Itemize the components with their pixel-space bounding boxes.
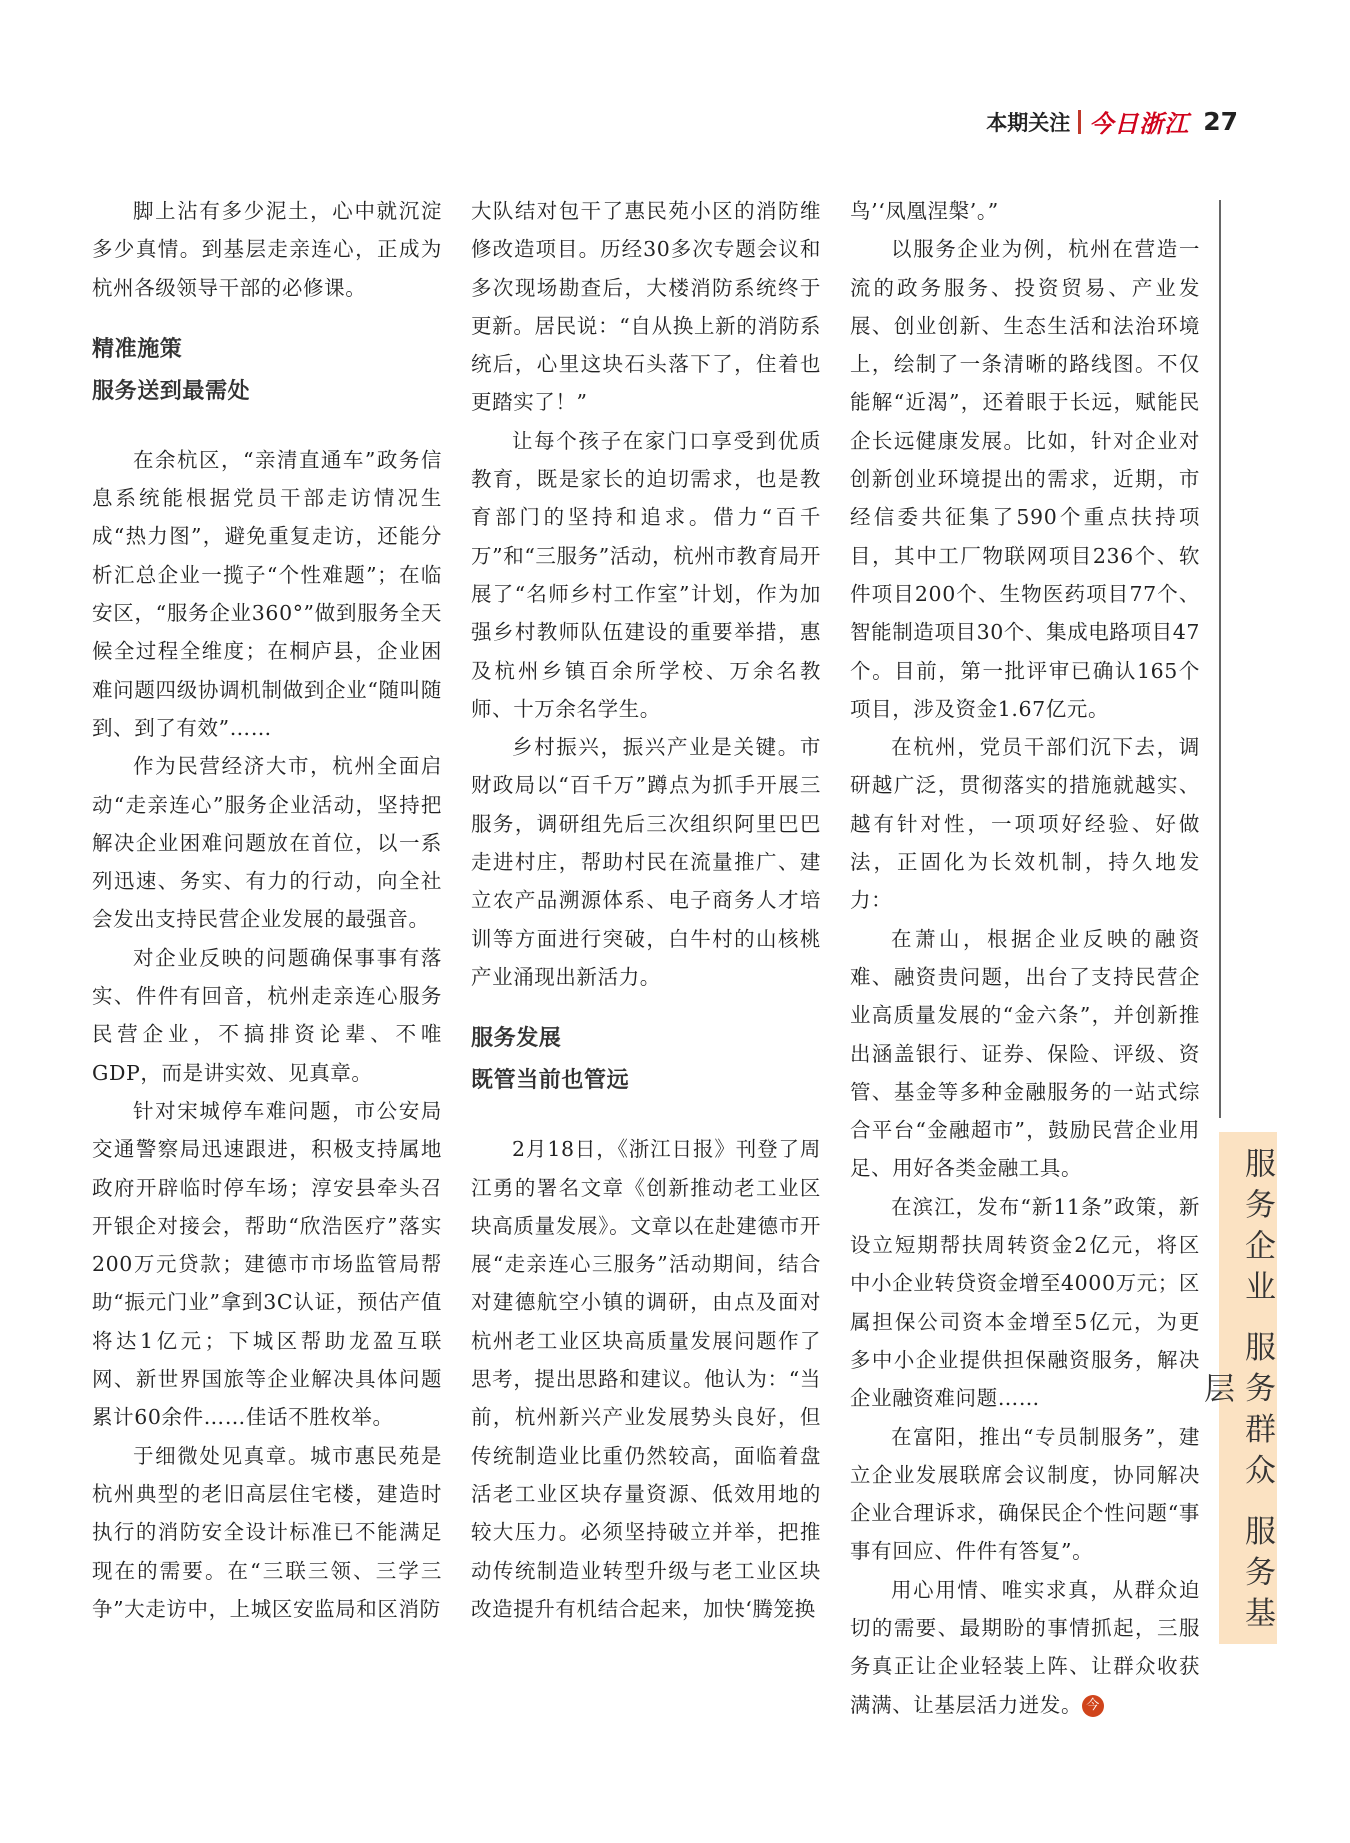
paragraph: 于细微处见真章。城市惠民苑是杭州典型的老旧高层住宅楼，建造时执行的消防安全设计标准已不能满足现在的需要。在“三联三领、三学三争”大走访中，上城区安监局和区消防 — [92, 1443, 442, 1621]
theme-tag: 服务企业 服务群众 服务基层 — [1198, 1146, 1275, 1638]
article-column-3 — [850, 192, 1200, 1724]
paragraph: 鸟’‘凤凰涅槃’。” — [850, 199, 999, 223]
subheading-line: 精准施策 — [92, 336, 183, 362]
paragraph: 乡村振兴，振兴产业是关键。市财政局以“百千万”蹲点为抓手开展三服务，调研组先后三次组织阿里巴巴走进村庄，帮助村民在流量推广、建立农产品溯源体系、电子商务人才培训等方面进行突破，白牛村的山核桃产业涌现出新活力。 — [471, 735, 821, 989]
paragraph: 让每个孩子在家门口享受到优质教育，既是家长的迫切需求，也是教育部门的坚持和追求。借力“百千万”和“三服务”活动，杭州市教育局开展了“名师乡村工作室”计划，作为加强乡村教师队伍建设的重要举措，惠及杭州乡镇百余所学校、万余名教师、十万余名学生。 — [471, 428, 821, 721]
subheading — [92, 329, 442, 413]
paragraph: 以服务企业为例，杭州在营造一流的政务服务、投资贸易、产业发展、创业创新、生态生活和法治环境上，绘制了一条清晰的路线图。不仅能解“近渴”，还着眼于长远，赋能民企长远健康发展。比如，针对企业对创新创业环境提出的需求，近期，市经信委共征集了590个重点扶持项目，其中工厂物联网项目236个、软件项目200个、生物医药项目77个、智能制造项目30个、集成电路项目47个。目前，第一批评审已确认165个项目，涉及资金1.67亿元。 — [850, 237, 1200, 721]
paragraph: 在杭州，党员干部们沉下去，调研越广泛，贯彻落实的措施就越实、越有针对性，一项项好经验、好做法，正固化为长效机制，持久地发力： — [850, 735, 1200, 913]
page-number: 27 — [1203, 107, 1238, 136]
paragraph: 脚上沾有多少泥土，心中就沉淀多少真情。到基层走亲连心，正成为杭州各级领导干部的必修课。 — [92, 199, 442, 300]
paragraph: 在富阳，推出“专员制服务”，建立企业发展联席会议制度，协同解决企业合理诉求，确保民企个性问题“事事有回应、件件有答复”。 — [850, 1424, 1200, 1564]
subheading-line: 服务发展 — [471, 1026, 562, 1052]
paragraph: 在滨江，发布“新11条”政策，新设立短期帮扶周转资金2亿元，将区中小企业转贷资金增至4000万元；区属担保公司资本金增至5亿元，为更多中小企业提供担保融资服务，解决企业融资难问题…… — [850, 1194, 1200, 1411]
section-title: 本期关注 — [986, 110, 1071, 135]
header-divider — [1078, 110, 1081, 134]
paragraph: 大队结对包干了惠民苑小区的消防维修改造项目。历经30多次专题会议和多次现场勘查后，大楼消防系统终于更新。居民说：“自从换上新的消防系统后，心里这块石头落下了，住着也更踏实了！” — [471, 199, 821, 415]
article-column-2 — [471, 192, 821, 1628]
article-column-1 — [92, 192, 442, 1628]
paragraph: 针对宋城停车难问题，市公安局交通警察局迅速跟进，积极支持属地政府开辟临时停车场；淳安县牵头召开银企对接会，帮助“欣浩医疗”落实200万元贷款；建德市市场监管局帮助“振元门业”拿到3C认证，预估产值将达1亿元；下城区帮助龙盈互联网、新世界国旅等企业解决具体问题累计60余件……佳话不胜枚举。 — [92, 1098, 442, 1430]
paragraph: 在余杭区，“亲清直通车”政务信息系统能根据党员干部走访情况生成“热力图”，避免重复走访，还能分析汇总企业一揽子“个性难题”；在临安区，“服务企业360°”做到服务全天候全过程全维度；在桐庐县，企业困难问题四级协调机制做到企业“随叫随到、到了有效”…… — [92, 447, 442, 740]
paragraph-text: 用心用情、唯实求真，从群众迫切的需要、最期盼的事情抓起，三服务真正让企业轻装上阵、让群众收获满满、让基层活力迸发。 — [850, 1577, 1200, 1717]
end-mark-icon: 今 — [1082, 1695, 1104, 1717]
paragraph: 作为民营经济大市，杭州全面启动“走亲连心”服务企业活动，坚持把解决企业困难问题放在首位，以一系列迅速、务实、有力的行动，向全社会发出支持民营企业发展的最强音。 — [92, 754, 442, 932]
subheading — [471, 1018, 821, 1102]
paragraph-final — [850, 1571, 1200, 1724]
paragraph: 2月18日，《浙江日报》刊登了周江勇的署名文章《创新推动老工业区块高质量发展》。文章以在赴建德市开展“走亲连心三服务”活动期间，结合对建德航空小镇的调研，由点及面对杭州老工业区块高质量发展问题作了思考，提出思路和建议。他认为：“当前，杭州新兴产业发展势头良好，但传统制造业比重仍然较高，面临着盘活老工业区块存量资源、低效用地的较大压力。必须坚持破立并举，把推动传统制造业转型升级与老工业区块改造提升有机结合起来，加快‘腾笼换 — [471, 1137, 821, 1621]
side-rule — [1219, 200, 1221, 1118]
page-header — [986, 104, 1238, 139]
subheading-line: 服务送到最需处 — [92, 378, 251, 404]
paragraph: 在萧山，根据企业反映的融资难、融资贵问题，出台了支持民营企业高质量发展的“金六条”，并创新推出涵盖银行、证券、保险、评级、资管、基金等多种金融服务的一站式综合平台“金融超市”，鼓励民营企业用足、用好各类金融工具。 — [850, 926, 1200, 1181]
magazine-logo: 今日浙江 — [1089, 110, 1190, 138]
subheading-line: 既管当前也管远 — [471, 1068, 630, 1094]
paragraph: 对企业反映的问题确保事事有落实、件件有回音，杭州走亲连心服务民营企业，不搞排资论辈、不唯GDP，而是讲实效、见真章。 — [92, 945, 442, 1085]
